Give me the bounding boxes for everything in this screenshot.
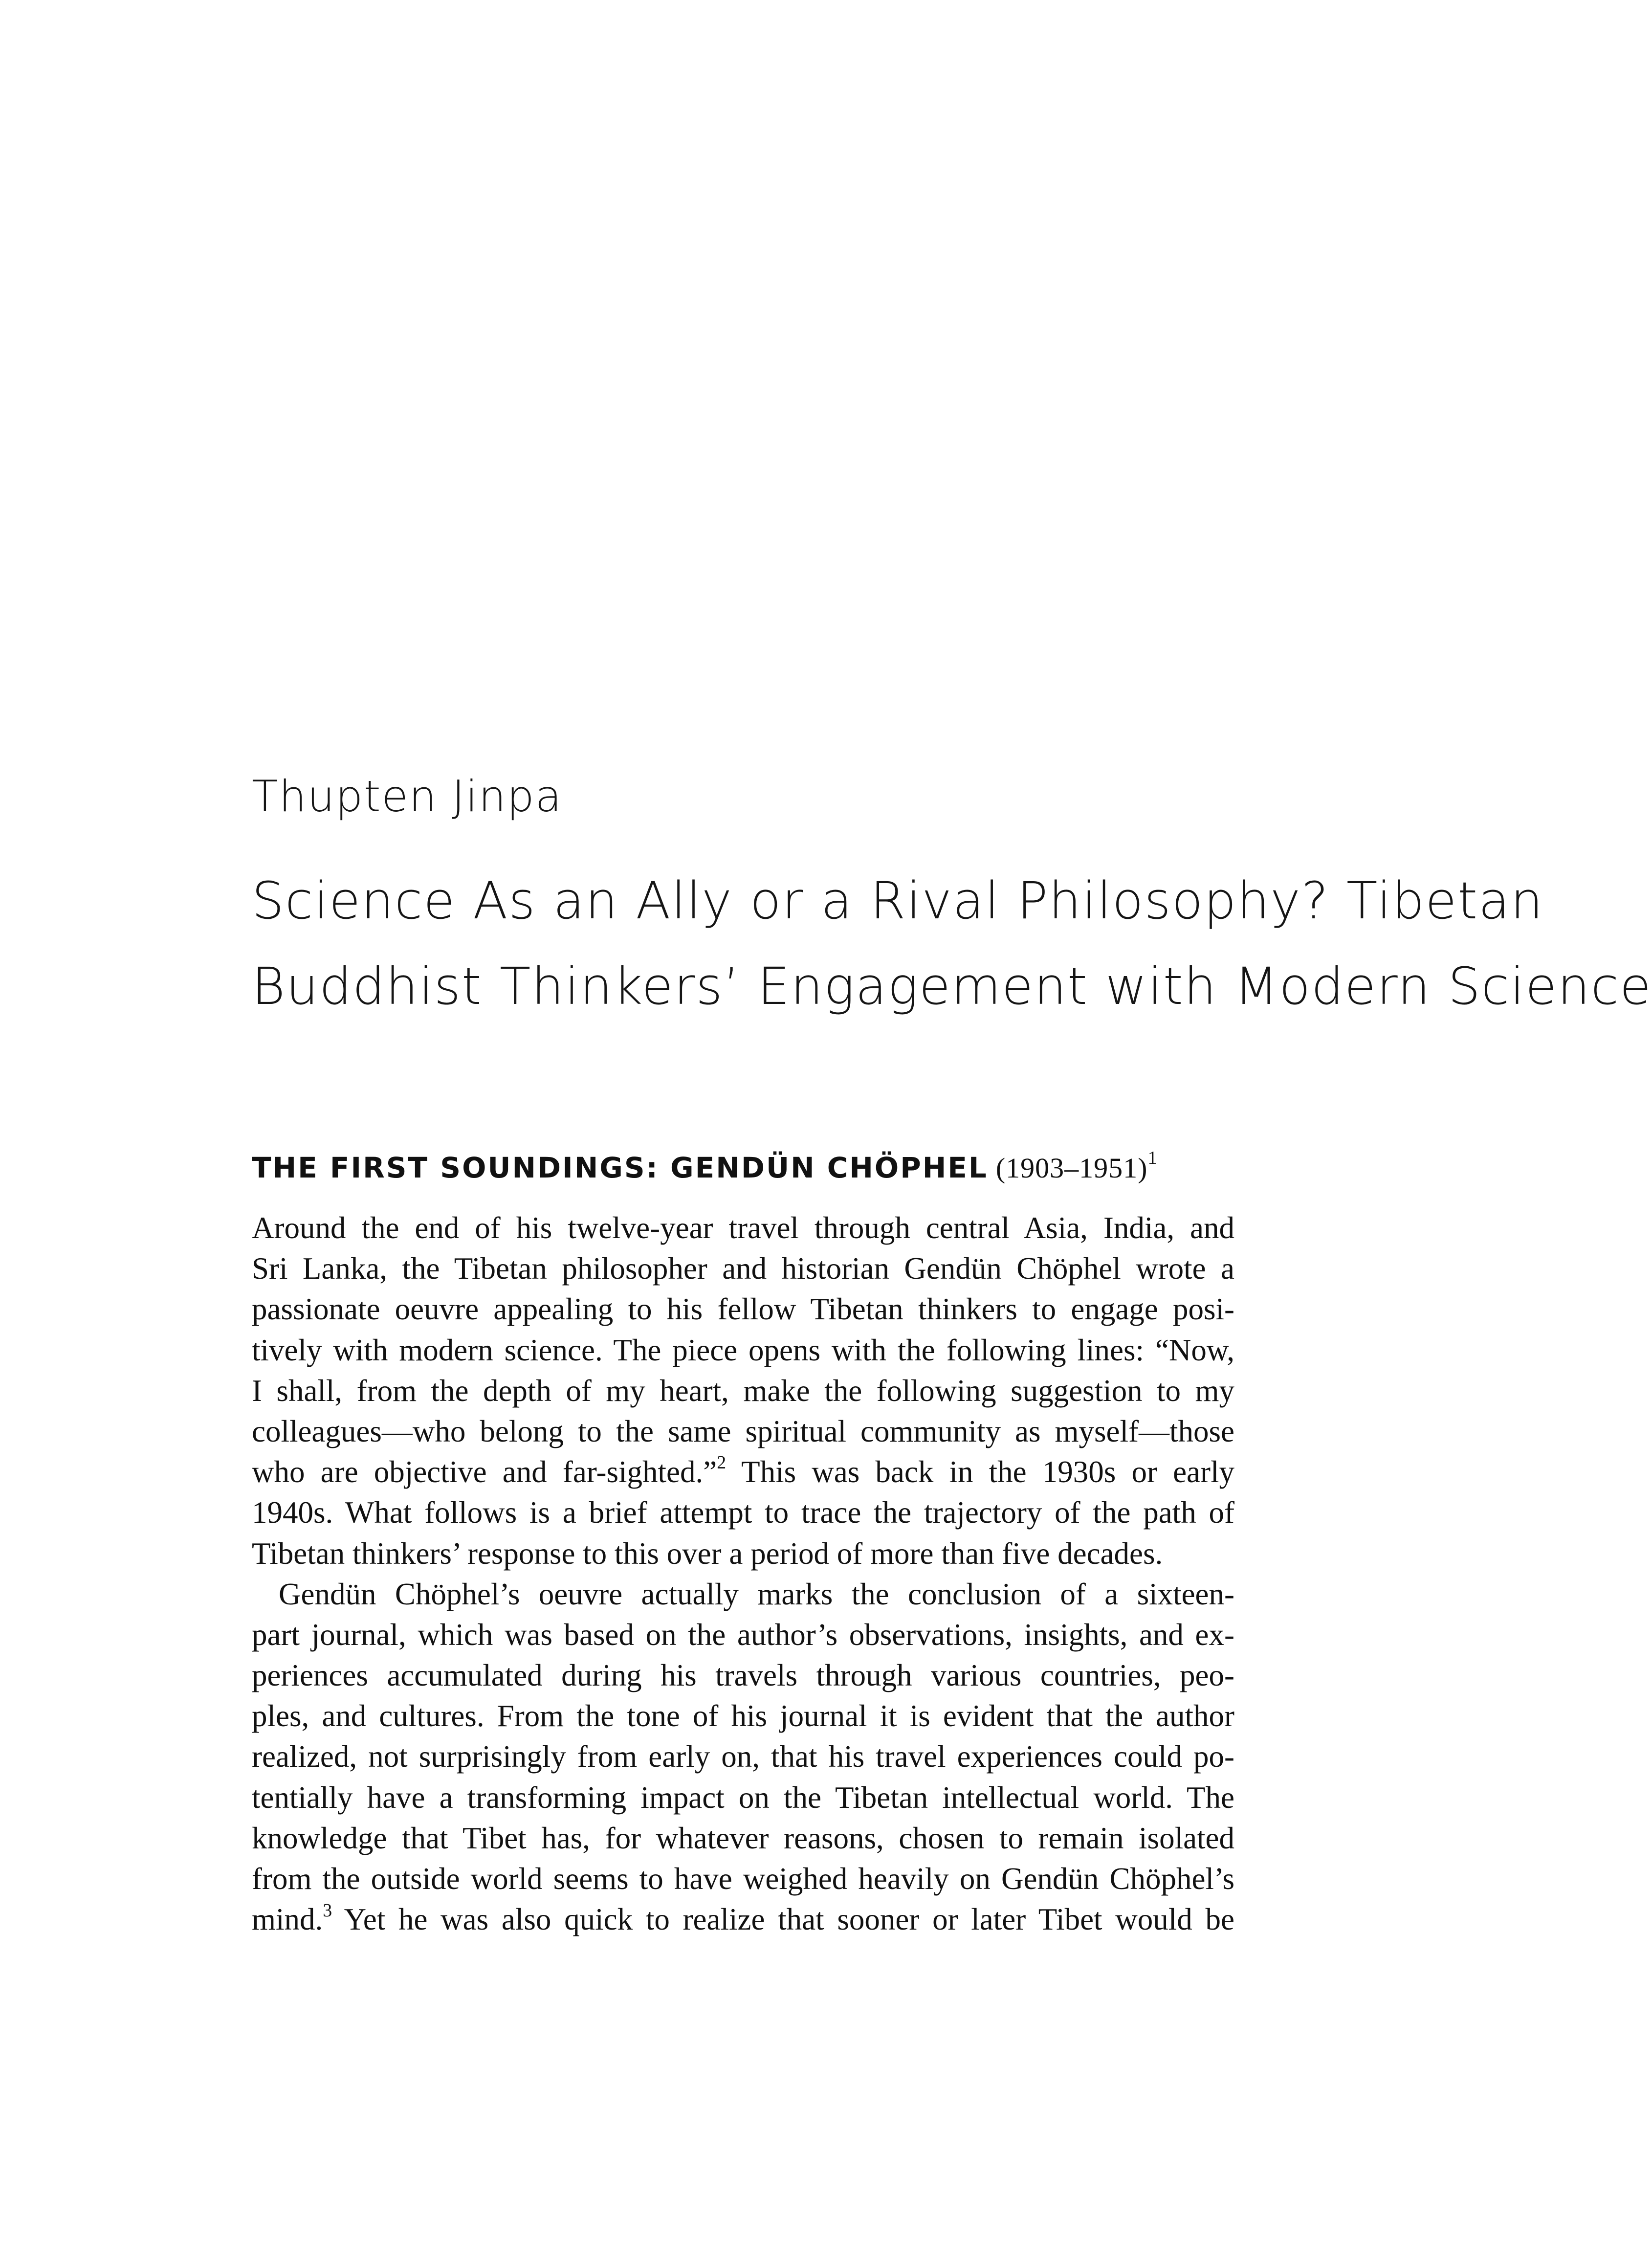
paragraph-2-line: knowledge that Tibet has, for whatever reasons, chosen to remain isolated [252,1821,1234,1855]
paragraph-2-line: periences accumulated during his travels through various countries, peo- [252,1658,1234,1693]
paragraph-1-line: Tibetan thinkers’ response to this over a period of more than five decades. [252,1536,1163,1571]
chapter-author: Thupten Jinpa [252,771,563,822]
paragraph-1-line: passionate oeuvre appealing to his fellow Tibetan thinkers to engage posi- [252,1292,1234,1327]
paragraph-1-line: Sri Lanka, the Tibetan philosopher and historian Gendün Chöphel wrote a [252,1251,1234,1286]
section-heading-title: THE FIRST SOUNDINGS: GENDÜN CHÖPHEL [252,1151,988,1184]
section-heading [252,1147,1157,1184]
line-text: Yet he was also quick to realize that sooner or later Tibet would be [332,1902,1234,1937]
body-text [252,1208,1234,1940]
line-text: who are objective and far-sighted.” [252,1455,717,1489]
paragraph-1-line: Around the end of his twelve-year travel through central Asia, India, and [252,1211,1234,1245]
paragraph-1-line: 1940s. What follows is a brief attempt to trace the trajectory of the path of [252,1495,1234,1530]
paragraph-2-line [252,1899,1234,1940]
paragraph-2-line: ples, and cultures. From the tone of his journal it is evident that the author [252,1699,1234,1734]
paragraph-1-line: colleagues—who belong to the same spiritual community as myself—those [252,1414,1234,1448]
paragraph-2-line: from the outside world seems to have weighed heavily on Gendün Chöphel’s [252,1862,1234,1896]
chapter-title-line-1: Science As an Ally or a Rival Philosophy? Tibetan [252,871,1544,931]
paragraph-2-line: realized, not surprisingly from early on, that his travel experiences could po- [252,1739,1234,1774]
paragraph-1-line: I shall, from the depth of my heart, make the following suggestion to my [252,1373,1234,1408]
line-text: mind. [252,1902,323,1937]
section-heading-dates: (1903–1951) [995,1152,1148,1184]
paragraph-1-line [252,1452,1234,1492]
footnote-ref-3: 3 [323,1900,332,1921]
footnote-ref-1: 1 [1147,1147,1157,1168]
paragraph-2-line: part journal, which was based on the author’s observations, insights, and ex- [252,1617,1234,1652]
chapter-title-line-2: Buddhist Thinkers’ Engagement with Modern Science [252,956,1652,1016]
paragraph-1-line: tively with modern science. The piece opens with the following lines: “Now, [252,1333,1234,1367]
footnote-ref-2: 2 [717,1452,727,1473]
paragraph-2-line: tentially have a transforming impact on the Tibetan intellectual world. The [252,1780,1234,1815]
line-text: This was back in the 1930s or early [726,1455,1234,1489]
paragraph-2-line: Gendün Chöphel’s oeuvre actually marks the conclusion of a sixteen- [279,1577,1234,1611]
